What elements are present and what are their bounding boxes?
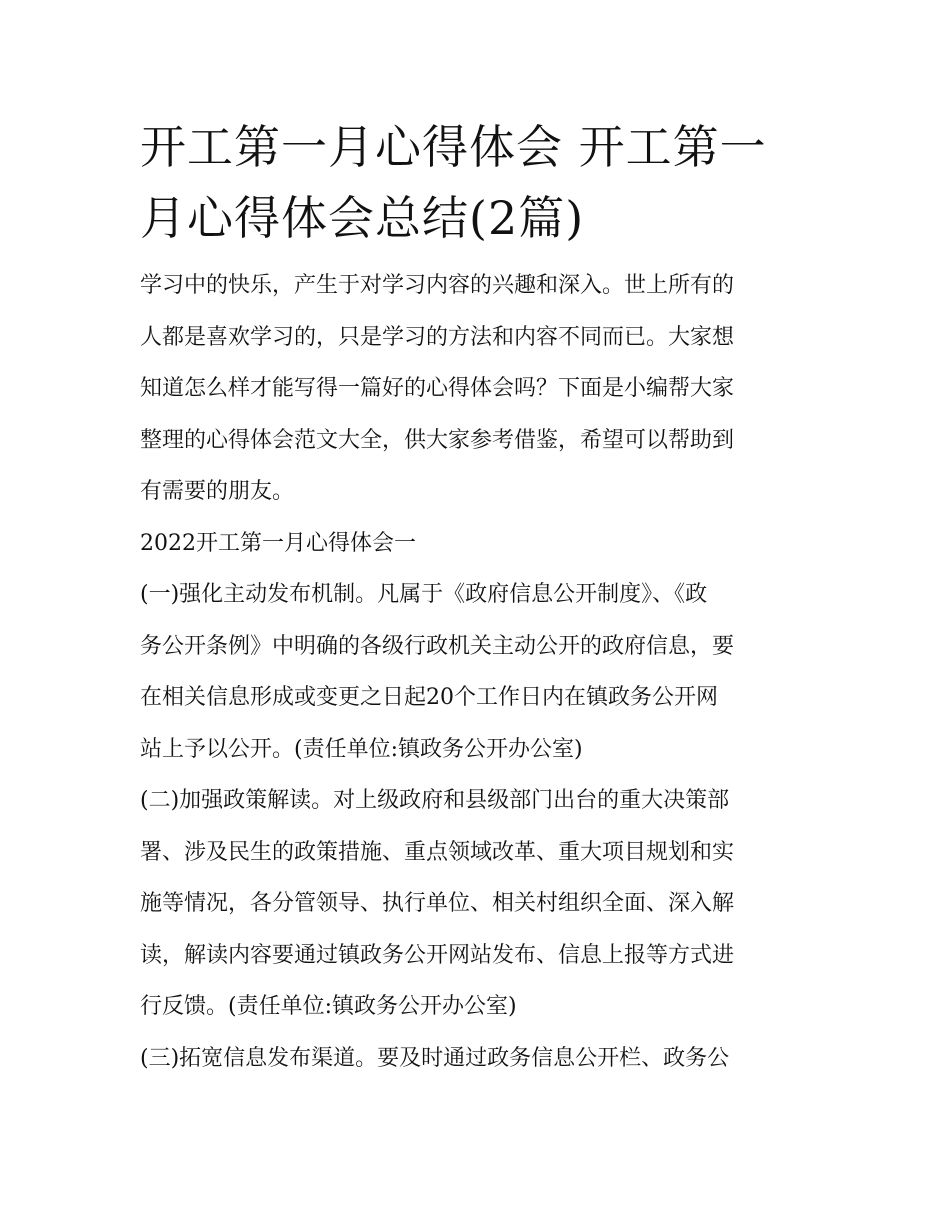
text-line: (三)拓宽信息发布渠道。要及时通过政务信息公开栏、政务公 bbox=[140, 1045, 730, 1071]
text-line: 人都是喜欢学习的，只是学习的方法和内容不同而已。大家想 bbox=[140, 324, 735, 350]
text-line: 站上予以公开。(责任单位:镇政务公开办公室) bbox=[140, 736, 583, 762]
text-line: 行反馈。(责任单位:镇政务公开办公室) bbox=[140, 994, 517, 1019]
text-line: 施等情况，各分管领导、执行单位、相关村组织全面、深入解 bbox=[140, 891, 735, 916]
document-page bbox=[140, 112, 812, 1084]
text-line: (二)加强政策解读。对上级政府和县级部门出台的重大决策部 bbox=[140, 788, 730, 813]
title-line: 月心得体会总结(2篇) bbox=[140, 191, 585, 245]
intro-paragraph bbox=[140, 260, 812, 518]
text-line: 务公开条例》中明确的各级行政机关主动公开的政府信息，要 bbox=[140, 633, 735, 659]
text-line: 整理的心得体会范文大全，供大家参考借鉴，希望可以帮助到 bbox=[140, 427, 735, 453]
section-heading bbox=[140, 518, 812, 570]
text-line: 知道怎么样才能写得一篇好的心得体会吗？下面是小编帮大家 bbox=[140, 376, 735, 401]
text-line: (一)强化主动发布机制。凡属于《政府信息公开制度》、《政 bbox=[140, 582, 708, 607]
item-paragraph-3 bbox=[140, 1033, 812, 1085]
text-line: 署、涉及民生的政策措施、重点领域改革、重大项目规划和实 bbox=[140, 839, 735, 865]
text-line: 学习中的快乐，产生于对学习内容的兴趣和深入。世上所有的 bbox=[140, 273, 735, 298]
text-line: 有需要的朋友。 bbox=[140, 479, 295, 504]
item-paragraph-1 bbox=[140, 569, 812, 775]
text-line: 在相关信息形成或变更之日起20个工作日内在镇政务公开网 bbox=[140, 685, 718, 710]
item-paragraph-2 bbox=[140, 775, 812, 1033]
section-heading-text: 2022开工第一月心得体会一 bbox=[140, 530, 416, 556]
document-title bbox=[140, 112, 812, 254]
text-line: 读，解读内容要通过镇政务公开网站发布、信息上报等方式进 bbox=[140, 942, 735, 968]
title-line: 开工第一月心得体会 开工第一 bbox=[140, 120, 767, 174]
